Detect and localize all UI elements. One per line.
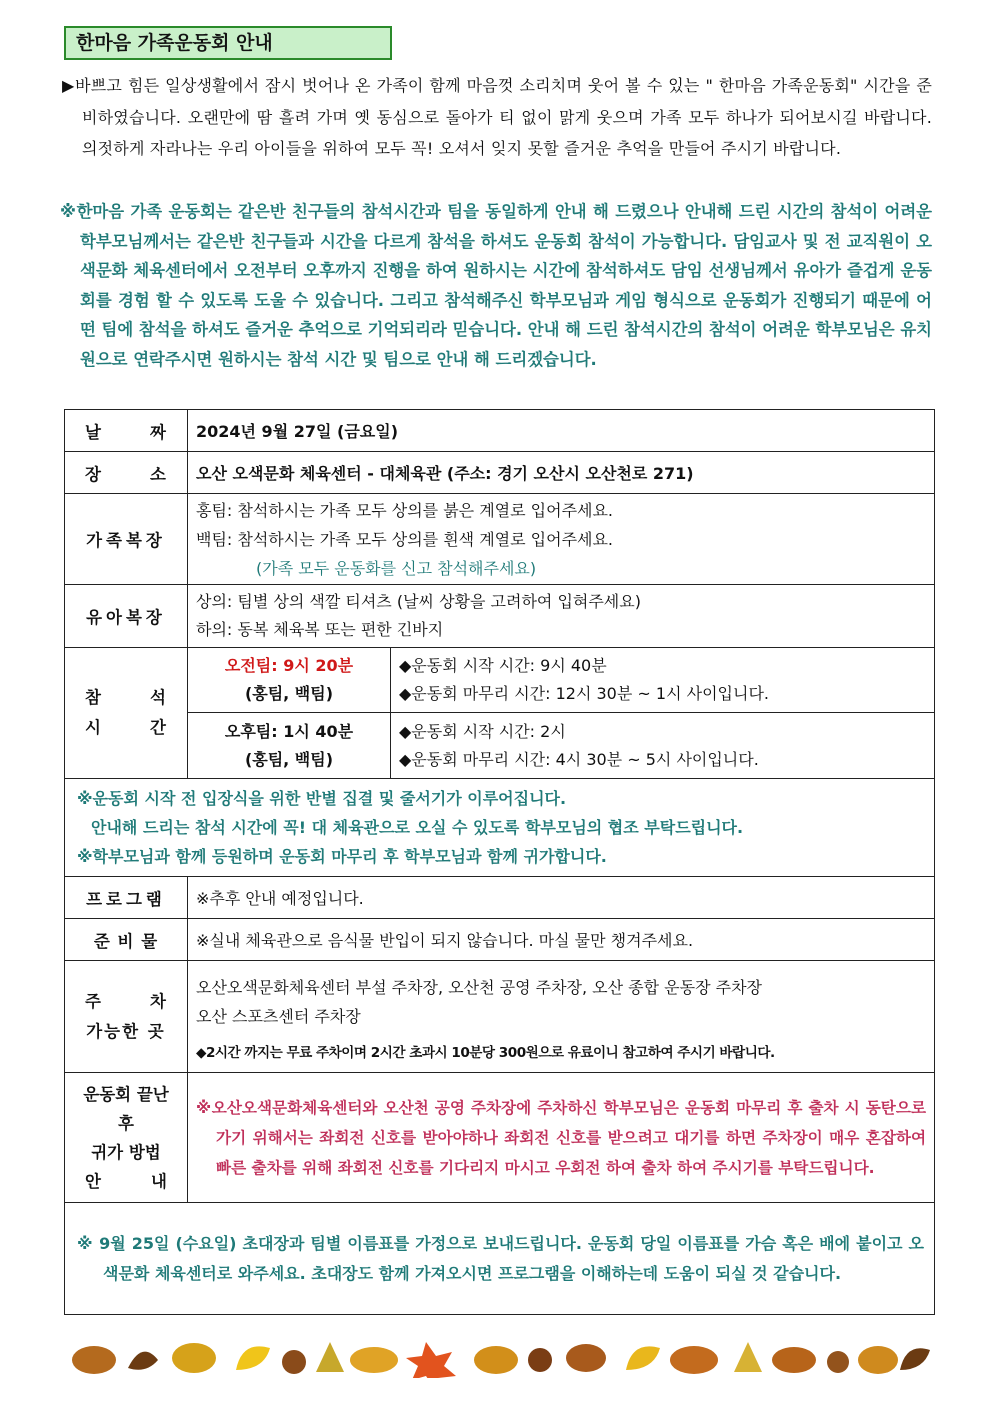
label-supplies: 준 비 물 (65, 919, 188, 961)
intro-text: 바쁘고 힘든 일상생활에서 잠시 벗어나 온 가족이 함께 마음껏 소리치며 웃어 볼 수 있는 " 한마음 가족운동회" 시간을 준비하였습니다. 오랜만에 땀 흘려 가며 옛 동심으로 돌아가 티 없이 맑게 웃으며 가족 모두 하나가 되어보시길 바랍니다. 의젓하게 자라나는 우리 아이들을 위하여 모두 꼭! 오셔서 잊지 못할 즐거운 추억을 만들어 주시기 바랍니다. (75, 76, 932, 158)
row-child-dress (65, 585, 935, 648)
value-place: 오산 오색문화 체육센터 - 대체육관 (주소: 경기 오산시 오산천로 271) (188, 452, 935, 494)
intro-paragraph (62, 70, 932, 165)
value-return: ※오산오색문화체육센터와 오산천 공영 주차장에 주차하신 학부모님은 운동회 마무리 후 출차 시 동탄으로 가기 위해서는 좌회전 신호를 받아야하나 좌회전 신호를 받으려고 대기를 하면 주차장이 매우 혼잡하여 빠른 출차를 위해 좌회전 신호를 기다리지 마시고 우회전 하여 출차 하여 주시기를 부탁드립니다. (188, 1073, 935, 1203)
autumn-leaves-decoration (66, 1334, 934, 1378)
row-place (65, 452, 935, 494)
final-note: ※ 9월 25일 (수요일) 초대장과 팀별 이름표를 가정으로 보내드립니다. 운동회 당일 이름표를 가슴 혹은 배에 붙이고 오색문화 체육센터로 와주세요. 초대장도 함께 가져오시면 프로그램을 이해하는데 도움이 되실 것 같습니다. (65, 1203, 935, 1315)
value-family-dress: 홍팀: 참석하시는 가족 모두 상의를 붉은 계열로 입어주세요. 백팀: 참석하시는 가족 모두 상의를 흰색 계열로 입어주세요. (가족 모두 운동화를 신고 참석해주세요) (188, 494, 935, 585)
value-child-dress: 상의: 팀별 상의 색깔 티셔츠 (날씨 상황을 고려하여 입혀주세요) 하의: 동복 체육복 또는 편한 긴바지 (188, 585, 935, 648)
notice-text: ※한마음 가족 운동회는 같은반 친구들의 참석시간과 팀을 동일하게 안내 해 드렸으나 안내해 드린 시간의 참석이 어려운 학부모님께서는 같은반 친구들과 시간을 다르게 참석을 하셔도 운동회 참석이 가능합니다. 담임교사 및 전 교직원이 오색문화 체육센터에서 오전부터 오후까지 진행을 하여 원하시는 시간에 참석하셔도 담임 선생님께서 유아가 즐겁게 운동회를 경험 할 수 있도록 도울 수 있습니다. 그리고 참석해주신 학부모님과 게임 형식으로 운동회가 진행되기 때문에 어떤 팀에 참석을 하셔도 즐거운 추억으로 기억되리라 믿습니다. 안내 해 드린 참석시간의 참석이 어려운 학부모님은 유치원으로 연락주시면 원하시는 참석 시간 및 팀으로 안내 해 드리겠습니다. (60, 202, 932, 369)
label-program: 프로그램 (65, 877, 188, 919)
info-table (64, 409, 935, 1315)
value-date: 2024년 9월 27일 (금요일) (188, 410, 935, 452)
label-return: 운동회 끝난 후 귀가 방법 안 내 (65, 1073, 188, 1203)
label-family-dress: 가족복장 (65, 494, 188, 585)
row-program (65, 877, 935, 919)
leaf-icon (72, 1342, 930, 1378)
row-parking (65, 961, 935, 1073)
row-supplies (65, 919, 935, 961)
row-date (65, 410, 935, 452)
value-parking: 오산오색문화체육센터 부설 주차장, 오산천 공영 주차장, 오산 종합 운동장 주차장 오산 스포츠센터 주차장 ◆2시간 까지는 무료 주차이며 2시간 초과시 10분당 300원으로 유료이니 참고하여 주시기 바랍니다. (188, 961, 935, 1073)
row-family-dress (65, 494, 935, 585)
value-supplies: ※실내 체육관으로 음식물 반입이 되지 않습니다. 마실 물만 챙겨주세요. (188, 919, 935, 961)
pm-schedule-cell: ◆운동회 시작 시간: 2시 ◆운동회 마무리 시간: 4시 30분 ~ 5시 사이입니다. (391, 713, 935, 779)
am-team-cell: 오전팀: 9시 20분 (홍팀, 백팀) (188, 648, 391, 713)
value-program: ※추후 안내 예정입니다. (188, 877, 935, 919)
row-attend-pm (65, 713, 935, 779)
label-place: 장 소 (65, 452, 188, 494)
row-attend-note (65, 779, 935, 877)
label-child-dress: 유아복장 (65, 585, 188, 648)
am-schedule-cell: ◆운동회 시작 시간: 9시 40분 ◆운동회 마무리 시간: 12시 30분 ~ 1시 사이입니다. (391, 648, 935, 713)
row-attend-am (65, 648, 935, 713)
label-parking: 주 차 가능한 곳 (65, 961, 188, 1073)
arrow-icon: ▶ (62, 76, 76, 95)
row-final-note (65, 1203, 935, 1315)
notice-paragraph (60, 197, 932, 374)
attend-note: ※운동회 시작 전 입장식을 위한 반별 집결 및 줄서기가 이루어집니다. 안내해 드리는 참석 시간에 꼭! 대 체육관으로 오실 수 있도록 학부모님의 협조 부탁드립니다. ※학부모님과 함께 등원하며 운동회 마무리 후 학부모님과 함께 귀가합니다. (65, 779, 935, 877)
label-attend-time: 참 석 시 간 (65, 648, 188, 779)
pm-team-cell: 오후팀: 1시 40분 (홍팀, 백팀) (188, 713, 391, 779)
label-date: 날 짜 (65, 410, 188, 452)
row-return (65, 1073, 935, 1203)
page-title: 한마음 가족운동회 안내 (64, 26, 392, 60)
